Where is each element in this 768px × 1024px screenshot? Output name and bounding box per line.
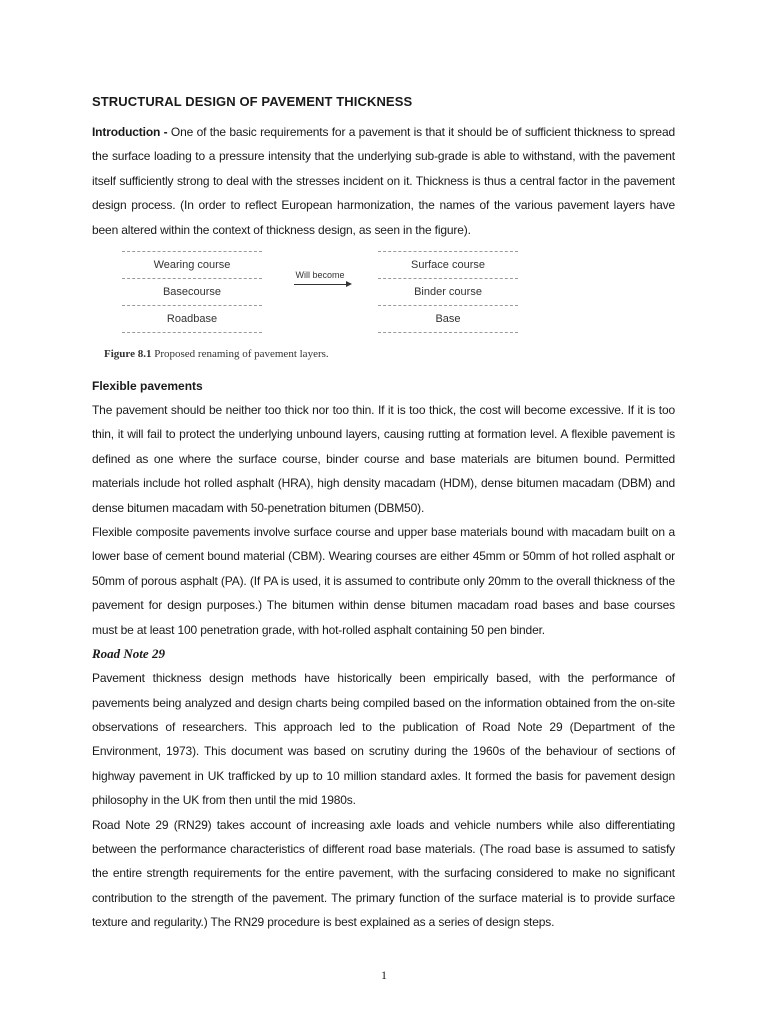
rename-arrow <box>290 270 350 285</box>
flexible-paragraph-2: Flexible composite pavements involve surface course and upper base materials bound with macadam built on a lower base of cement bound material (CBM). Wearing courses are either 45mm or 50mm of hot rolled asphalt or 50mm of porous asphalt (PA). (If PA is used, it is assumed to contribute only 20mm to the overall thickness of the pavement for design purposes.) The bitumen within dense bitumen macadam road bases and base courses must be at least 100 penetration grade, with hot-rolled asphalt containing 50 pen binder. <box>92 525 675 637</box>
page-number: 1 <box>381 968 387 982</box>
arrow-label: Will become <box>295 270 345 281</box>
road-note-heading: Road Note 29 <box>92 646 165 662</box>
caption-text: Proposed renaming of pavement layers. <box>154 348 329 361</box>
road-note-paragraph-2: Road Note 29 (RN29) takes account of increasing axle loads and vehicle numbers while also differentiating between the performance characteristics of different road base materials. (The road base is assumed to satisfy the entire strength requirements for the entire pavement, with the surfacing considered to make no significant contribution to the strength of the pavement. The primary function of the surface material is to provide surface texture and regularity.) The RN29 procedure is best explained as a series of design steps. <box>92 817 675 930</box>
document-page <box>92 92 675 935</box>
road-note-paragraph-1: Pavement thickness design methods have historically been empirically based, with the performance of pavements being analyzed and design charts being compiled based on the information obtained from the on-site observations of researchers. This approach led to the publication of Road Note 29 (Department of the Environment, 1973). This document was based on scrutiny during the 1960s of the behaviour of sections of highway pavement in UK trafficked by up to 10 million standard axles. It formed the basis for pavement design philosophy in the UK from then until the mid 1980s. <box>92 671 675 808</box>
old-layer-1: Wearing course <box>122 252 262 279</box>
old-layer-names <box>122 248 262 333</box>
arrow-right-icon <box>294 284 346 285</box>
new-layer-names <box>378 248 518 333</box>
new-layer-2: Binder course <box>378 279 518 306</box>
intro-paragraph <box>92 120 675 242</box>
old-layer-2: Basecourse <box>122 279 262 306</box>
old-layer-3: Roadbase <box>122 306 262 333</box>
caption-label: Figure 8.1 <box>104 348 152 361</box>
intro-label: Introduction - <box>92 125 168 139</box>
flexible-paragraph-1: The pavement should be neither too thick nor too thin. If it is too thick, the cost will become excessive. If it is too thin, it will fail to protect the underlying unbound layers, causing rutting at formation level. A flexible pavement is defined as one where the surface course, binder course and base materials are bitumen bound. Permitted materials include hot rolled asphalt (HRA), high density macadam (HDM), dense bitumen macadam (DBM) and dense bitumen macadam with 50-penetration bitumen (DBM50). <box>92 403 675 515</box>
pavement-layers-figure <box>92 248 675 374</box>
document-title: STRUCTURAL DESIGN OF PAVEMENT THICKNESS <box>92 94 413 109</box>
intro-text: One of the basic requirements for a pavement is that it should be of sufficient thickness to spread the surface loading to a pressure intensity that the underlying sub-grade is able to withstand, with the pavement itself sufficiently strong to deal with the stresses incident on it. Thickness is thus a central factor in the pavement design process. (In order to reflect European harmonization, the names of the various pavement layers have been altered within the context of thickness design, as seen in the figure). <box>92 125 675 237</box>
new-layer-1: Surface course <box>378 252 518 279</box>
flexible-pavements-heading: Flexible pavements <box>92 379 203 394</box>
new-layer-3: Base <box>378 306 518 333</box>
figure-caption <box>104 348 329 360</box>
